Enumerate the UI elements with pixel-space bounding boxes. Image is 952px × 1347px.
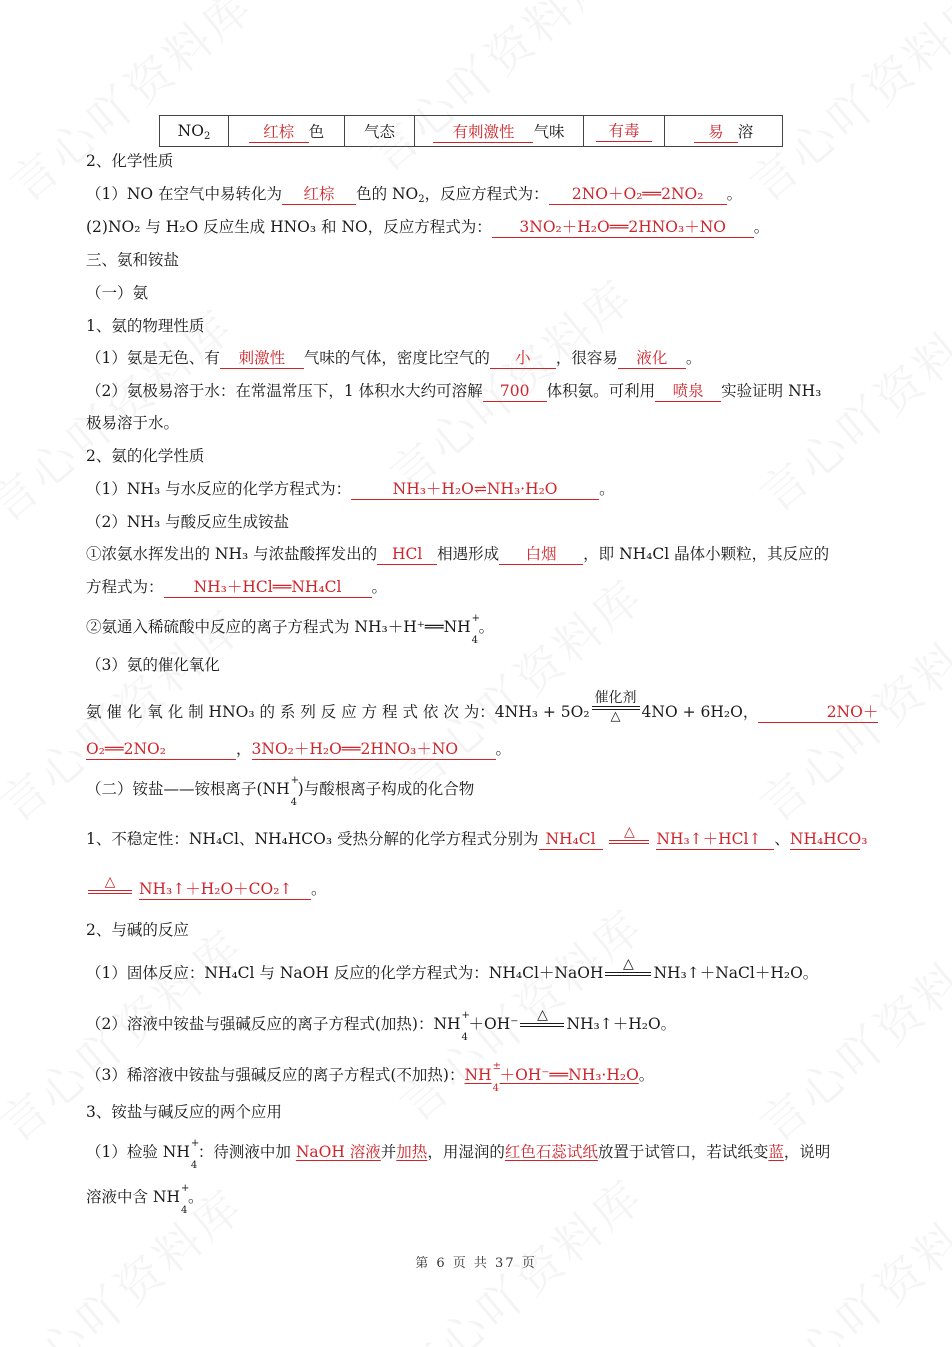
color-cell: 红棕 色 (229, 116, 345, 147)
reaction-condition: △ (603, 956, 653, 976)
paragraph: ②氨通入稀硫酸中反应的离子方程式为 NH₃＋H⁺══NH + 4 。 (86, 613, 495, 646)
odor-cell: 有刺激性 气味 (415, 116, 584, 147)
paragraph: （2）溶液中铵盐与强碱反应的离子方程式(加热)：NH + 4 ＋OH⁻ △ NH₃↑＋H₂O。 (86, 1007, 677, 1043)
reaction-condition: △ (518, 1007, 566, 1027)
paragraph: （2）氨极易溶于水：在常温常压下，1 体积水大约可溶解 700 体积氨。可利用 喷泉 实验证明 NH₃ (86, 382, 822, 400)
toxicity-cell: 有毒 (584, 116, 665, 147)
paragraph: 溶液中含 NH + 4 。 (86, 1183, 204, 1216)
paragraph: 极易溶于水。 (86, 414, 180, 432)
reaction-condition: △ (86, 874, 134, 894)
paragraph: （1）检验 NH + 4 ：待测液中加 NaOH 溶液并加热，用湿润的红色石蕊试纸放置于试管口，若试纸变蓝，说明 (86, 1138, 831, 1171)
state-cell: 气态 (345, 116, 415, 147)
paragraph: 氨 催 化 氧 化 制 HNO₃ 的 系 列 反 应 方 程 式 依 次 为：4NH₃ + 5O₂ 催化剂 △ 4NO + 6H₂O， 2NO＋ (86, 690, 879, 724)
table-row (160, 116, 783, 147)
paragraph: （1）氨是无色、有 刺激性 气味的气体，密度比空气的 小 ，很容易 液化 。 (86, 349, 702, 367)
reaction-condition: 催化剂 △ (590, 690, 642, 724)
paragraph: (2)NO₂ 与 H₂O 反应生成 HNO₃ 和 NO，反应方程式为： 3NO₂＋H₂O══2HNO₃＋NO 。 (86, 218, 770, 236)
paragraph: △ NH₃↑＋H₂O＋CO₂↑ 。 (86, 878, 866, 900)
ion-charge: + 4 (190, 1138, 200, 1171)
section-heading: 2、化学性质 (86, 152, 174, 170)
section-heading: 2、与碱的反应 (86, 921, 189, 939)
paragraph: （1）固体反应：NH₄Cl 与 NaOH 反应的化学方程式为：NH₄Cl＋NaOH △ NH₃↑＋NaCl＋H₂O。 (86, 956, 819, 982)
ion-charge: + 4 (461, 1010, 470, 1043)
ion-charge: ± 4 (492, 1061, 501, 1094)
paragraph: 方程式为： NH₃＋HCl══NH₄Cl 。 (86, 578, 388, 596)
section-heading: 2、氨的化学性质 (86, 447, 205, 465)
ion-charge: + 4 (471, 613, 481, 646)
paragraph: （1）NH₃ 与水反应的化学方程式为： NH₃＋H₂O⇌NH₃·H₂O 。 (86, 480, 615, 498)
page-number: 第 6 页 共 37 页 (415, 1256, 537, 1271)
ion-charge: + 4 (290, 775, 300, 808)
reaction-condition: △ (607, 824, 651, 844)
paragraph: 1、不稳定性：NH₄Cl、NH₄HCO₃ 受热分解的化学方程式分别为 NH₄Cl △ NH₃↑＋HCl↑ 、NH₄HCO₃ (86, 824, 868, 848)
paragraph: （3）氨的催化氧化 (86, 656, 220, 674)
formula-cell: $NO_2$ (160, 116, 229, 147)
section-heading: 1、氨的物理性质 (86, 317, 205, 335)
no2-properties-table (159, 115, 783, 147)
solubility-cell: 易 溶 (665, 116, 783, 147)
section-heading: 3、铵盐与碱反应的两个应用 (86, 1103, 282, 1121)
paragraph: ①浓氨水挥发出的 NH₃ 与浓盐酸挥发出的 HCl 相遇形成 白烟 ，即 NH₄Cl 晶体小颗粒，其反应的 (86, 545, 830, 563)
paragraph: （3）稀溶液中铵盐与强碱反应的离子方程式(不加热)：NH ± 4 ＋OH⁻══NH₃·H₂O。 (86, 1061, 655, 1094)
section-heading: 三、氨和铵盐 (86, 251, 180, 269)
subsection-heading: （二）铵盐——铵根离子(NH + 4 )与酸根离子构成的化合物 (86, 775, 475, 808)
paragraph: （1）NO 在空气中易转化为 红棕 色的 $NO_2$，反应方程式为： 2NO＋O₂══2NO₂ 。 (86, 185, 743, 205)
subsection-heading: （一）氨 (86, 284, 149, 302)
ion-charge: + 4 (181, 1183, 190, 1216)
paragraph: O₂══2NO₂ ，3NO₂＋H₂O══2HNO₃＋NO 。 (86, 740, 512, 758)
paragraph: （2）NH₃ 与酸反应生成铵盐 (86, 513, 290, 531)
